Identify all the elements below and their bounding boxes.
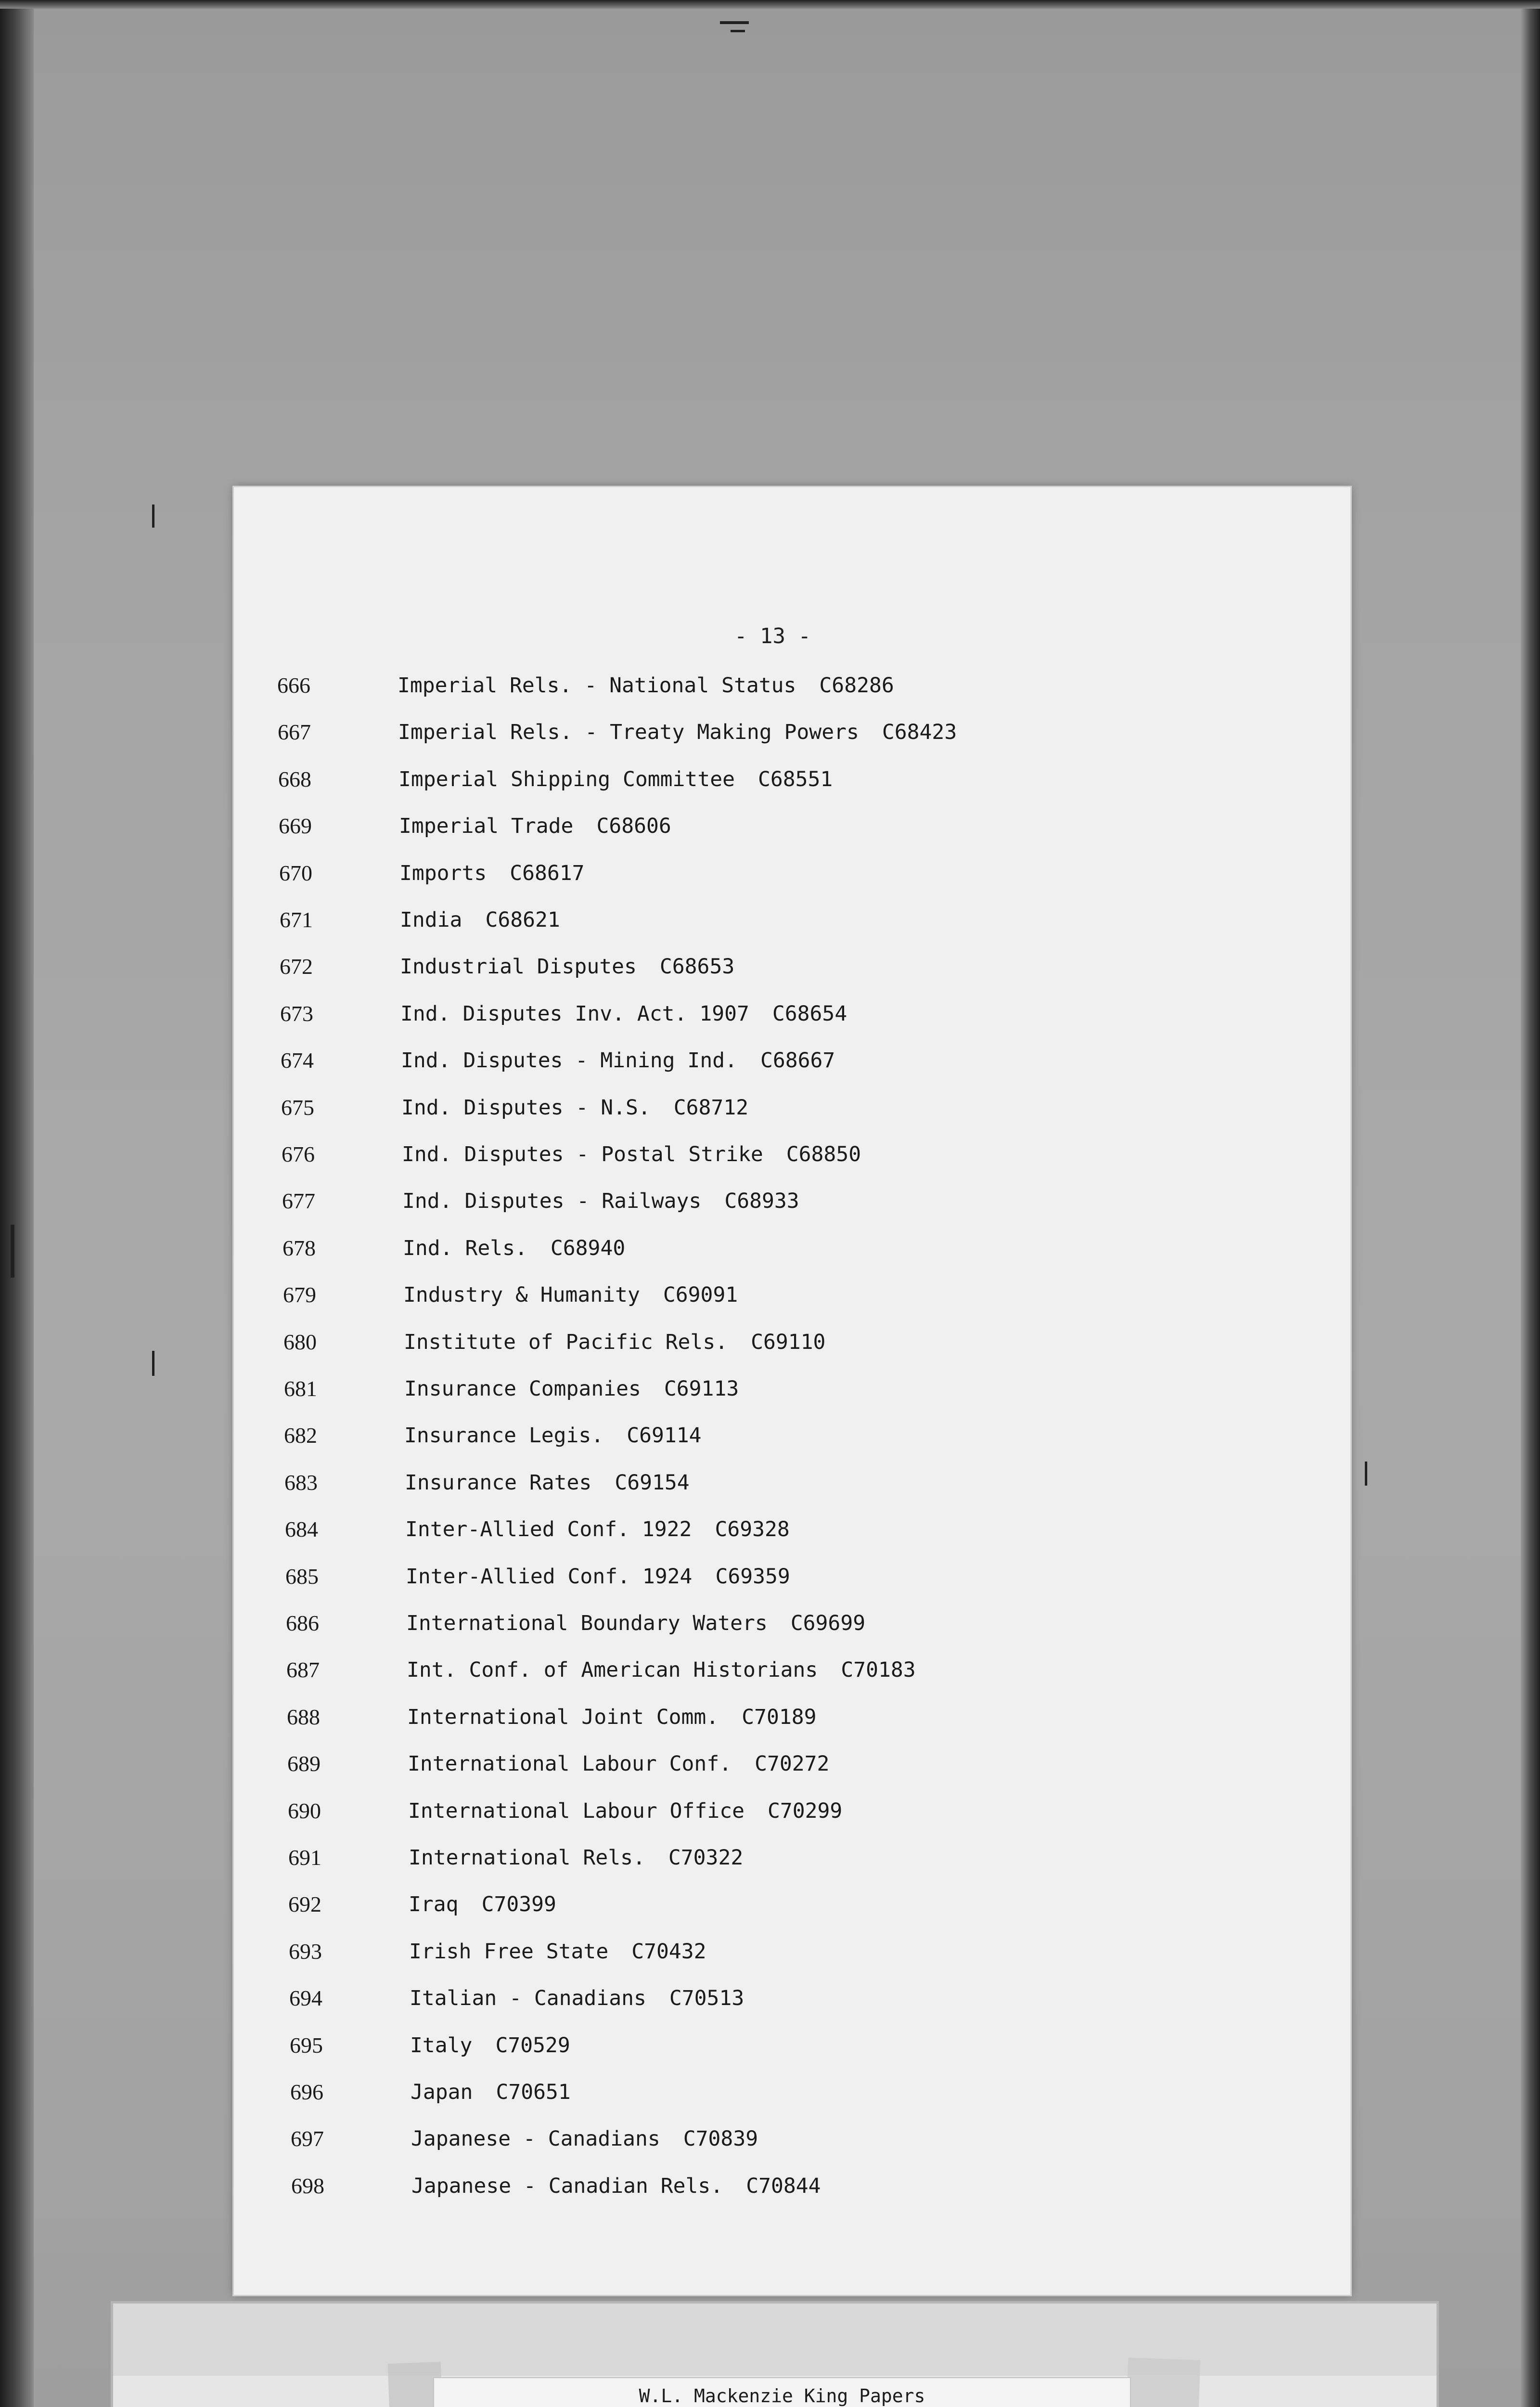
entry-title-text: Inter-Allied Conf. 1924	[406, 1565, 693, 1589]
entry-title-text: Imperial Shipping Committee	[398, 767, 735, 791]
entry-number: 671	[280, 907, 313, 932]
entry-title-text: Imperial Trade	[399, 814, 574, 838]
list-item	[289, 1937, 1299, 1966]
entry-title	[400, 906, 560, 934]
entry-title	[411, 2172, 821, 2200]
list-item	[284, 1421, 1295, 1450]
list-item	[278, 718, 1288, 747]
entry-number: 689	[287, 1751, 321, 1776]
registration-mark	[152, 505, 154, 528]
entry-number: 694	[289, 1986, 322, 2010]
entry-reference: C68667	[760, 1048, 835, 1073]
entry-number: 669	[279, 814, 312, 838]
entry-title	[409, 1937, 706, 1966]
entry-number: 687	[286, 1657, 320, 1682]
entry-reference: C70844	[746, 2174, 821, 2198]
entry-number: 672	[280, 954, 313, 979]
entry-title-text: Japanese - Canadian Rels.	[411, 2174, 723, 2198]
entry-number: 675	[281, 1095, 314, 1120]
entry-number: 678	[282, 1236, 316, 1260]
entry-title	[407, 1703, 817, 1732]
entry-number: 691	[288, 1845, 321, 1870]
entry-reference: C70651	[496, 2080, 571, 2104]
list-item	[285, 1562, 1296, 1591]
entry-number: 679	[283, 1282, 316, 1307]
registration-mark	[152, 1351, 154, 1376]
list-item	[286, 1609, 1296, 1638]
tape-piece-right	[1124, 2357, 1201, 2407]
entry-title-text: Iraq	[409, 1892, 459, 1916]
entry-title-text: Japan	[411, 2080, 473, 2104]
film-frame-right-edge	[1521, 0, 1540, 2407]
entry-title-text: Imports	[399, 861, 487, 885]
entry-title-text: Ind. Disputes - Postal Strike	[402, 1142, 763, 1166]
list-item	[288, 1843, 1299, 1872]
entry-number: 695	[290, 2033, 323, 2058]
list-item	[291, 2172, 1302, 2200]
entry-reference: C68621	[485, 908, 560, 932]
entry-title	[399, 859, 585, 888]
entry-title	[401, 1093, 748, 1122]
entry-title	[404, 1374, 739, 1403]
entry-reference: C68617	[510, 861, 585, 885]
entry-title	[398, 765, 833, 794]
list-item	[283, 1281, 1294, 1309]
entry-reference: C69110	[751, 1330, 826, 1354]
list-item	[282, 1140, 1292, 1169]
list-item	[282, 1187, 1293, 1216]
entry-reference: C70839	[683, 2127, 758, 2151]
entry-number: 686	[286, 1611, 319, 1635]
entry-number: 680	[283, 1330, 317, 1354]
entry-number: 685	[285, 1564, 319, 1589]
entry-title-text: Int. Conf. of American Historians	[407, 1658, 818, 1682]
entry-title-text: Ind. Disputes - N.S.	[401, 1096, 651, 1120]
entry-title-text: Japanese - Canadians	[411, 2127, 660, 2151]
registration-mark	[731, 30, 745, 32]
entry-number: 690	[288, 1799, 321, 1823]
entry-reference: C68286	[819, 673, 894, 698]
entry-title-text: Imperial Rels. - National Status	[398, 673, 796, 698]
entry-title-text: International Boundary Waters	[406, 1611, 768, 1635]
entry-title-text: Inter-Allied Conf. 1922	[405, 1517, 692, 1541]
entry-title	[405, 1468, 690, 1497]
entry-number: 696	[290, 2080, 323, 2104]
entry-reference: C69699	[790, 1611, 866, 1635]
list-item	[280, 999, 1291, 1028]
entry-reference: C69091	[663, 1283, 738, 1307]
entry-title	[410, 1984, 744, 2013]
list-item	[283, 1328, 1294, 1357]
entry-reference: C70189	[742, 1705, 817, 1729]
entry-title	[400, 999, 847, 1028]
entry-title	[402, 1187, 799, 1216]
entry-reference: C68653	[659, 955, 735, 979]
entry-title	[404, 1328, 825, 1357]
entry-reference: C69114	[627, 1423, 702, 1448]
entry-title	[409, 1843, 743, 1872]
entry-number: 670	[279, 861, 312, 885]
list-item	[284, 1374, 1295, 1403]
entry-title	[405, 1515, 790, 1544]
list-item	[286, 1656, 1297, 1684]
entry-reference: C70183	[841, 1658, 916, 1682]
entry-reference: C68712	[673, 1096, 749, 1120]
list-item	[277, 671, 1288, 700]
entry-title-text: Ind. Disputes Inv. Act. 1907	[400, 1002, 749, 1026]
entry-title	[411, 2124, 758, 2153]
entry-reference: C69328	[715, 1517, 790, 1541]
entry-reference: C70272	[755, 1752, 830, 1776]
entry-number: 688	[287, 1705, 320, 1729]
label-card-header-band	[113, 2303, 1437, 2376]
entry-title-text: Italian - Canadians	[410, 1986, 646, 2010]
entry-title	[406, 1562, 790, 1591]
entry-reference: C68933	[724, 1189, 799, 1213]
list-item	[282, 1234, 1293, 1263]
entry-title	[398, 671, 894, 700]
entry-title	[403, 1234, 625, 1263]
list-item	[287, 1749, 1298, 1778]
entry-number: 673	[280, 1001, 313, 1026]
entry-title	[401, 1046, 835, 1075]
entry-title	[399, 812, 671, 841]
entry-number: 693	[289, 1939, 322, 1964]
entry-reference: C69113	[664, 1377, 739, 1401]
document-page	[234, 487, 1350, 2295]
entry-title-text: Industrial Disputes	[400, 955, 637, 979]
entry-title	[408, 1797, 842, 1825]
entry-title-text: Italy	[410, 2033, 473, 2058]
entry-reference: C70529	[495, 2033, 570, 2058]
entry-number: 666	[277, 673, 310, 698]
registration-mark	[720, 21, 749, 24]
entry-title-text: Industry & Humanity	[403, 1283, 640, 1307]
entry-title	[403, 1281, 738, 1309]
entry-reference: C70513	[669, 1986, 744, 2010]
list-item	[289, 1984, 1300, 2013]
entry-title	[409, 1890, 556, 1919]
entry-title-text: Institute of Pacific Rels.	[404, 1330, 728, 1354]
registration-mark	[1365, 1462, 1367, 1486]
entry-title-text: International Labour Office	[408, 1799, 744, 1823]
entry-title-text: Ind. Rels.	[403, 1236, 527, 1260]
entry-title-text: International Rels.	[409, 1846, 645, 1870]
entry-title-text: India	[400, 908, 462, 932]
entry-reference: C70322	[668, 1846, 744, 1870]
entry-title	[402, 1140, 861, 1169]
entry-reference: C70399	[481, 1892, 556, 1916]
list-item	[290, 2078, 1301, 2107]
entry-title-text: Insurance Legis.	[404, 1423, 604, 1448]
entry-title	[408, 1749, 829, 1778]
list-item	[281, 1093, 1292, 1122]
entry-reference: C69359	[715, 1565, 790, 1589]
entry-title-text: Insurance Rates	[405, 1471, 592, 1495]
registration-mark	[11, 1225, 14, 1278]
entry-reference: C68850	[786, 1142, 861, 1166]
entry-number: 692	[288, 1892, 321, 1916]
entry-title	[411, 2078, 571, 2107]
entry-title-text: Irish Free State	[409, 1940, 609, 1964]
entry-reference: C68940	[550, 1236, 626, 1260]
film-frame-left-edge	[0, 0, 34, 2407]
entry-reference: C68606	[596, 814, 671, 838]
list-item	[288, 1797, 1298, 1825]
entry-number: 676	[282, 1142, 315, 1166]
list-item	[278, 765, 1289, 794]
list-item	[285, 1515, 1296, 1544]
entry-title	[407, 1656, 916, 1684]
entry-reference: C70299	[767, 1799, 843, 1823]
list-item	[287, 1703, 1297, 1732]
entry-title-text: Imperial Rels. - Treaty Making Powers	[398, 720, 859, 744]
collection-name: W.L. Mackenzie King Papers	[639, 2385, 925, 2407]
entry-title	[400, 952, 734, 981]
list-item	[280, 952, 1290, 981]
entry-reference: C70432	[631, 1940, 706, 1964]
entry-reference: C68551	[757, 767, 833, 791]
entry-reference: C69154	[615, 1471, 690, 1495]
list-item	[279, 859, 1290, 888]
entry-title-text: Insurance Companies	[404, 1377, 641, 1401]
entry-title	[406, 1609, 865, 1638]
entry-number: 667	[278, 720, 311, 744]
entry-number: 681	[284, 1376, 317, 1401]
entry-title	[398, 718, 957, 747]
list-item	[290, 2031, 1300, 2060]
entry-reference: C68654	[772, 1002, 847, 1026]
entry-number: 698	[291, 2174, 324, 2198]
entry-number: 674	[281, 1048, 314, 1073]
entry-number: 668	[278, 767, 311, 791]
entry-number: 684	[285, 1517, 318, 1541]
collection-label	[433, 2377, 1131, 2407]
entry-number: 697	[291, 2126, 324, 2151]
list-item	[291, 2124, 1301, 2153]
entry-title-text: Ind. Disputes - Railways	[402, 1189, 702, 1213]
page-number: - 13 -	[734, 624, 811, 648]
list-item	[284, 1468, 1295, 1497]
list-item	[288, 1890, 1299, 1919]
entry-title-text: International Joint Comm.	[407, 1705, 719, 1729]
list-item	[281, 1046, 1291, 1075]
entry-title-text: Ind. Disputes - Mining Ind.	[401, 1048, 737, 1073]
list-item	[279, 812, 1289, 841]
entry-number: 683	[284, 1470, 318, 1495]
film-frame-top-edge	[0, 0, 1540, 9]
entry-title	[410, 2031, 570, 2060]
entry-number: 682	[284, 1423, 317, 1448]
entry-reference: C68423	[882, 720, 957, 744]
entry-title-text: International Labour Conf.	[408, 1752, 732, 1776]
list-item	[280, 906, 1290, 934]
entry-title	[404, 1421, 702, 1450]
entry-number: 677	[282, 1189, 315, 1213]
